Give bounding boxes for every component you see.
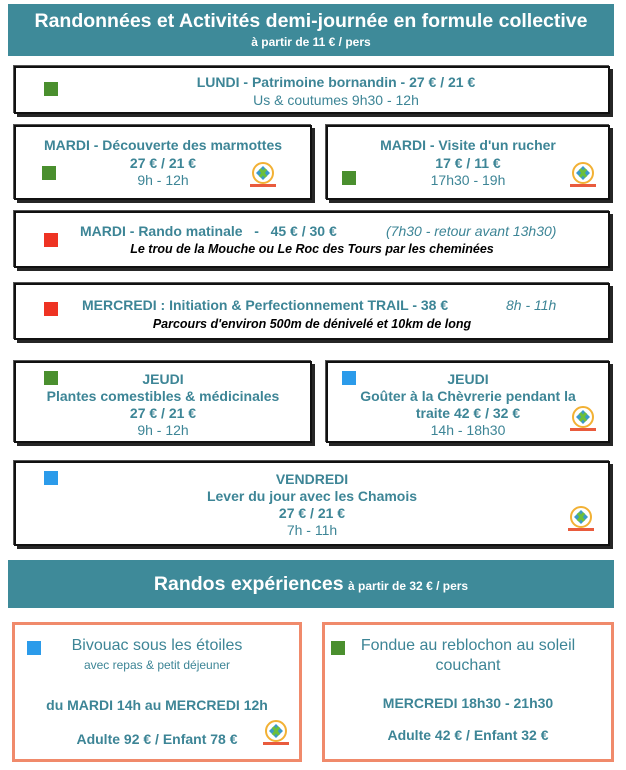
activity-day: VENDREDI [275,471,349,487]
green-square-icon [42,166,56,180]
activity-card-jeudi-gouter[interactable] [326,361,610,443]
green-square-icon [342,171,356,185]
activity-title: MARDI - Visite d'un rucher [380,137,556,153]
activity-card-mardi-marmottes[interactable] [14,125,312,200]
activity-title: MERCREDI : Initiation & Perfectionnement TRAIL - 38 € [82,297,449,313]
activity-price: 27 € / 21 € [278,505,346,521]
experience-schedule: du MARDI 14h au MERCREDI 12h [46,697,268,713]
activity-card-mardi-rucher[interactable] [326,125,610,200]
famille-plus-logo-icon [566,403,600,433]
activity-time: 7h - 11h [286,522,338,538]
activity-detail: Us & coutumes 9h30 - 12h [253,92,419,108]
experience-price: Adulte 42 € / Enfant 32 € [387,727,549,743]
famille-plus-logo-icon [566,159,600,189]
activity-price: 27 € / 21 € [129,155,197,171]
activity-title: MARDI - Rando matinale - 45 € / 30 € [80,223,337,239]
activity-card-lundi[interactable] [14,66,610,114]
activity-day: JEUDI [142,371,184,387]
header-banner-half-day [8,4,614,56]
activity-time: 9h - 12h [137,172,189,188]
section-subtitle: à partir de 32 € / pers [348,579,469,593]
activity-detail: Le trou de la Mouche ou Le Roc des Tours par les cheminées [130,242,494,256]
activity-title: MARDI - Découverte des marmottes [43,137,283,153]
activity-time: 14h - 18h30 [430,422,506,438]
activity-time: 17h30 - 19h [430,172,506,188]
experience-title: Fondue au reblochon au soleil [360,637,576,654]
activity-time: (7h30 - retour avant 13h30) [386,223,557,239]
activity-time: 9h - 12h [137,422,189,438]
activity-card-mardi-rando[interactable] [14,211,610,268]
activity-detail: Parcours d'environ 500m de dénivelé et 10km de long [152,317,472,331]
experience-price: Adulte 92 € / Enfant 78 € [76,731,238,747]
activity-time: 8h - 11h [506,297,557,313]
experience-title: Bivouac sous les étoiles [71,637,243,654]
activity-title-price: traite 42 € / 32 € [415,405,521,421]
experience-subtitle: avec repas & petit déjeuner [83,658,231,672]
experience-title-line2: couchant [435,657,501,674]
experience-card-bivouac[interactable] [12,622,302,762]
famille-plus-logo-icon [564,503,598,533]
activity-title: Lever du jour avec les Chamois [206,488,418,504]
experience-schedule: MERCREDI 18h30 - 21h30 [382,695,554,711]
famille-plus-logo-icon [246,159,280,189]
famille-plus-logo-icon [259,717,293,747]
activity-day: JEUDI [447,371,489,387]
header-banner-experiences [8,560,614,608]
experience-card-fondue[interactable] [322,622,614,762]
activity-card-jeudi-plantes[interactable] [14,361,312,443]
activity-title: LUNDI - Patrimoine bornandin - 27 € / 21 € [196,74,476,90]
activity-price: 27 € / 21 € [129,405,197,421]
section-title: Randonnées et Activités demi-journée en formule collective [34,10,588,32]
section-subtitle: à partir de 11 € / pers [251,35,371,49]
section-title: Randos expériences [153,573,344,595]
red-square-icon [44,302,58,316]
activity-card-vendredi[interactable] [14,461,610,546]
activity-title: Goûter à la Chèvrerie pendant la [360,388,576,404]
activity-title: Plantes comestibles & médicinales [46,388,280,404]
activity-card-mercredi-trail[interactable] [14,283,610,340]
green-square-icon [44,82,58,96]
activity-price: 17 € / 11 € [435,155,501,171]
